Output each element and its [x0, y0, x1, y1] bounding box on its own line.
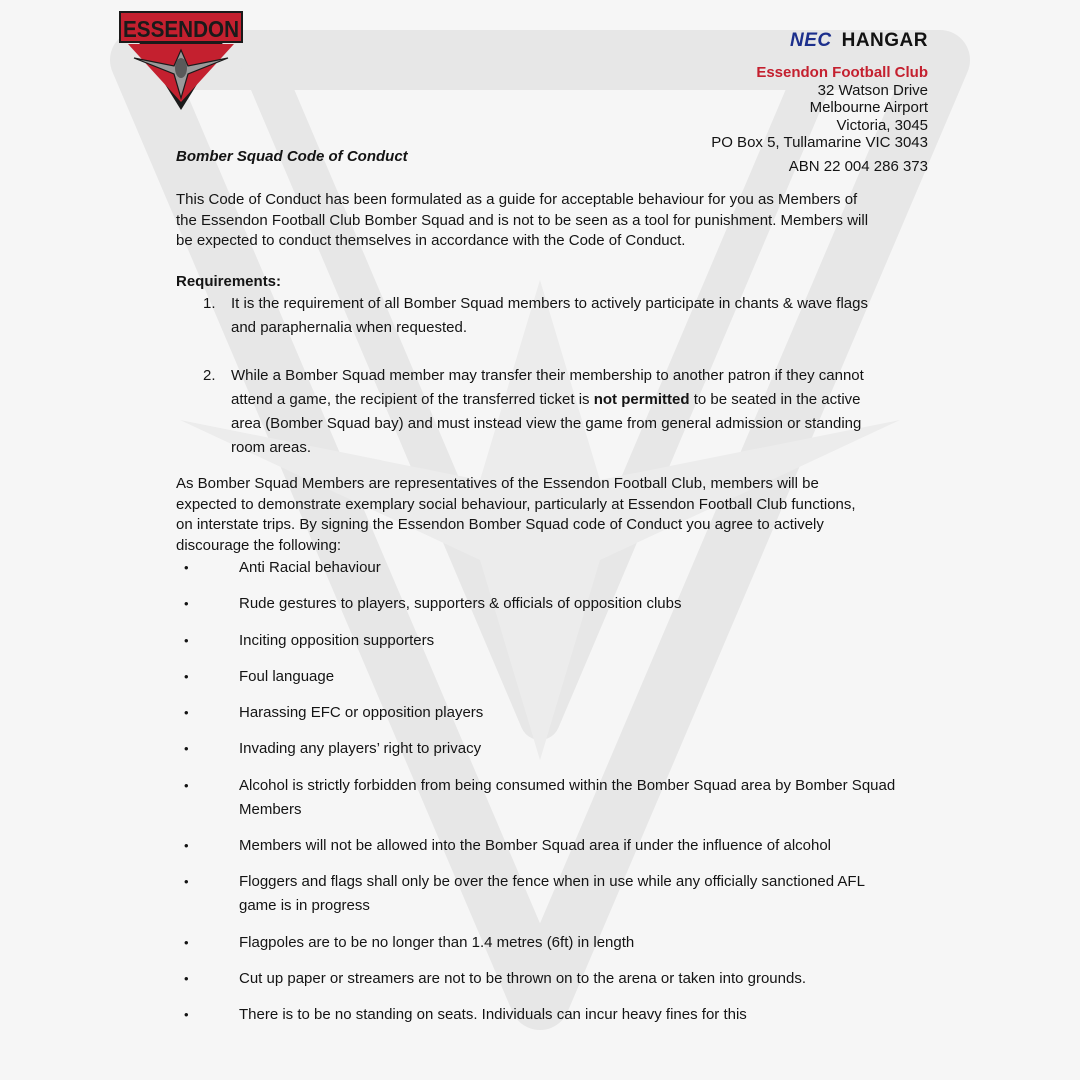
list-item: [176, 556, 896, 580]
list-item-text: Inciting opposition supporters: [239, 631, 435, 649]
essendon-logo: [116, 8, 246, 114]
list-item-text: Flagpoles are to be no longer than 1.4 metres (6ft) in length: [239, 933, 635, 951]
list-item-text: Floggers and flags shall only be over the fence when in use while any officially sanctioned AFL game is in progress: [239, 873, 865, 915]
requirement-item: [203, 364, 883, 460]
bullet-icon: •: [184, 632, 189, 648]
bullet-icon: •: [184, 668, 189, 684]
bullet-icon: •: [184, 1007, 189, 1023]
bullet-icon: •: [184, 560, 189, 575]
list-item-text: Invading any players’ right to privacy: [239, 740, 482, 758]
list-item: [176, 629, 896, 653]
bullet-icon: •: [184, 741, 189, 757]
address-line: PO Box 5, Tullamarine VIC 3043: [711, 134, 928, 151]
address-line: Victoria, 3045: [836, 116, 928, 134]
requirement-item: [203, 292, 883, 340]
behaviour-list: [176, 556, 896, 1040]
club-name: Essendon Football Club: [756, 64, 928, 81]
list-item: [176, 665, 896, 689]
list-item: [176, 701, 896, 725]
logo-wordmark: ESSENDON: [123, 16, 239, 42]
list-item-text: Cut up paper or streamers are not to be thrown on to the arena or taken into grounds.: [239, 969, 807, 987]
list-item-text: Rude gestures to players, supporters & officials of opposition clubs: [239, 595, 682, 613]
list-item: [176, 1003, 896, 1027]
bullet-icon: •: [184, 838, 189, 854]
conduct-paragraph: As Bomber Squad Members are representatives of the Essendon Football Club, members will be expected to demonstrate exemplary social behaviour, particularly at Essendon Football Club functions, on interstate trips. By signing the Essendon Bomber Squad code of Conduct you agree to actively discourage the following:: [176, 475, 856, 554]
list-item: [176, 870, 896, 918]
document-title: Bomber Squad Code of Conduct: [176, 148, 408, 165]
list-item: [176, 967, 896, 991]
list-item: [176, 774, 896, 822]
requirement-text: While a Bomber Squad member may transfer their membership to another patron if they cannot attend a game, the recipient of the transferred ticket is not permitted to be seated in the active area (Bomber Squad bay) and must instead view the game from general admission or standing room areas.: [231, 367, 864, 456]
list-item-text: Harassing EFC or opposition players: [239, 704, 484, 722]
nec-wordmark: NEC: [789, 30, 832, 51]
list-item: [176, 592, 896, 616]
address-line: Melbourne Airport: [809, 99, 928, 116]
list-item-text: Alcohol is strictly forbidden from being consumed within the Bomber Squad area by Bomber Squad Members: [239, 776, 896, 818]
list-item-text: Members will not be allowed into the Bomber Squad area if under the influence of alcohol: [239, 837, 832, 855]
requirement-number: 1.: [203, 295, 216, 312]
list-item-text: Anti Racial behaviour: [239, 559, 381, 576]
bullet-icon: •: [184, 934, 189, 950]
hangar-wordmark: HANGAR: [841, 30, 928, 51]
list-item: [176, 931, 896, 955]
bullet-icon: •: [184, 970, 189, 986]
sponsor-logo: [790, 30, 928, 52]
list-item-text: There is to be no standing on seats. Individuals can incur heavy fines for this: [239, 1006, 747, 1024]
address-block: [711, 64, 928, 175]
requirements-heading: Requirements:: [176, 273, 282, 290]
requirement-text: It is the requirement of all Bomber Squad members to actively participate in chants & wave flags and paraphernalia when requested.: [231, 295, 868, 336]
bullet-icon: •: [184, 596, 189, 612]
list-item: [176, 737, 896, 761]
bullet-icon: •: [184, 874, 189, 890]
list-item-text: Foul language: [239, 667, 335, 685]
abn: ABN 22 004 286 373: [788, 157, 928, 175]
list-item: [176, 834, 896, 858]
requirement-number: 2.: [203, 367, 216, 384]
address-line: 32 Watson Drive: [817, 81, 928, 99]
bullet-icon: •: [184, 705, 189, 721]
emphasis-text: not permitted: [593, 391, 690, 408]
bullet-icon: •: [184, 777, 189, 793]
intro-paragraph: This Code of Conduct has been formulated as a guide for acceptable behaviour for you as Members of the Essendon Football Club Bomber Squad and is not to be seen as a tool for punishment. Members will be expected to conduct themselves in accordance with the Code of Conduct.: [176, 191, 869, 249]
